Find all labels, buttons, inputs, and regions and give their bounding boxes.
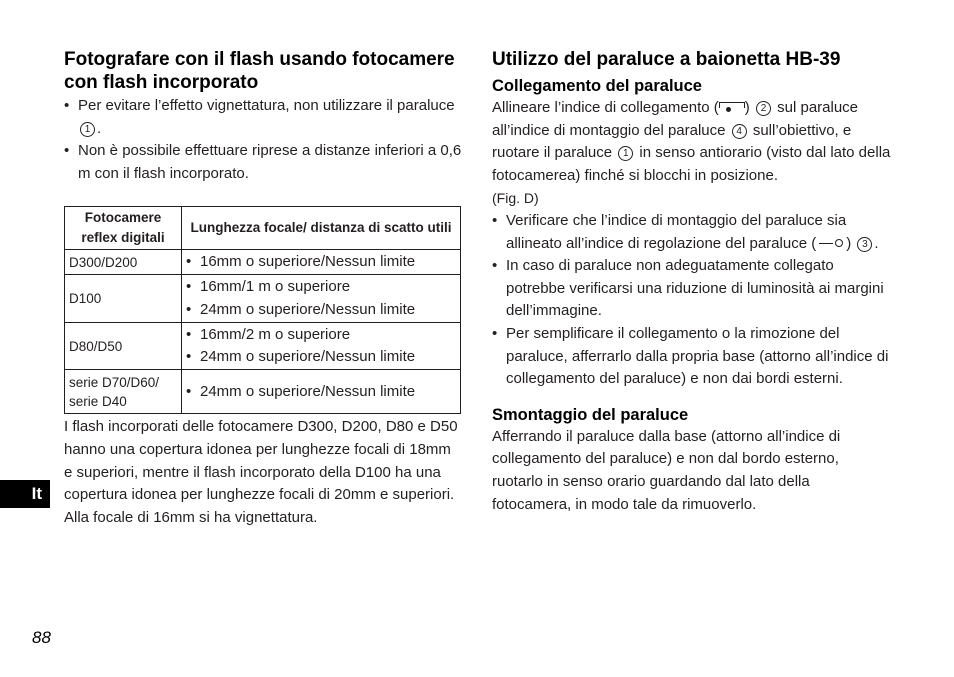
callout-number: 3 [857,237,872,252]
language-tab: It [0,480,50,508]
table-header-focal: Lunghezza focale/ distanza di scatto utili [182,207,461,250]
focal-length-table [64,206,461,414]
right-column [492,48,892,516]
table-row [65,275,461,323]
attach-bullet-list [492,210,892,391]
right-heading: Utilizzo del paraluce a baionetta HB-39 [492,49,841,70]
table-row [65,250,461,275]
left-bullet-list [64,95,462,185]
setting-index-icon [816,237,846,249]
page-number: 88 [32,628,51,647]
bullet-vignetting: • Per evitare l’effetto vignettatura, non utilizzare il paraluce 1 . [64,95,462,140]
left-heading: Fotografare con il flash usando fotocamere con flash incorporato [64,49,455,93]
callout-number: 4 [732,124,747,139]
table-cell-model: D80/D50 [65,323,182,370]
table-cell-value: • 16mm/1 m o superiore [186,276,456,299]
callout-number: 2 [756,101,771,116]
callout-number: 1 [80,122,95,137]
remove-paragraph: Afferrando il paraluce dalla base (attorno all’indice di collegamento del paraluce) e non dal bordo esterno, ruotarlo in senso orario guardando dal lato della fotocamera, in modo tale da rimuoverlo. [492,427,841,513]
bullet-grip-tip: • Per semplificare il collegamento o la rimozione del paraluce, afferrarlo dalla propria base (attorno all’indice di collegamento del paraluce) e non dai bordi esterni. [492,323,892,391]
attach-subheading: Collegamento del paraluce [492,77,702,95]
table-cell-value: • 16mm o superiore/Nessun limite [186,251,456,274]
table-cell-model: D300/D200 [65,250,182,275]
table-cell-value: • 16mm/2 m o superiore [186,324,456,347]
table-header-camera: Fotocamere reflex digitali [65,207,182,250]
table-row [65,370,461,414]
table-cell-model: D100 [65,275,182,323]
bullet-alignment: • Verificare che l’indice di montaggio del paraluce sia allineato all’indice di regolazione del paraluce ( ) 3 . [492,210,892,255]
mounting-index-icon [719,101,745,113]
left-paragraph: I flash incorporati delle fotocamere D300, D200, D80 e D50 hanno una copertura idonea per lunghezze focali di 18mm e superiori, mentre il flash incorporato della D100 ha una copertura idonea per lunghezze focali di 20mm e superiori. Alla focale di 16mm si ha vignettatura. [64,418,458,526]
table-cell-value: • 24mm o superiore/Nessun limite [186,381,456,404]
table-cell-model: serie D70/D60/ serie D40 [65,370,182,414]
figure-reference: (Fig. D) [492,190,539,207]
attach-paragraph: Allineare l’indice di collegamento ( ) 2 sul paraluce all’indice di montaggio del paraluce 4 sull’obiettivo, e ruotare il paraluce 1 in senso antiorario (visto dal lato della fotocamerea) finché si blocchi in posizione. [492,99,891,184]
bullet-improper-attach: • In caso di paraluce non adeguatamente collegato potrebbe verificarsi una riduzione di luminosità ai margini dell’immagine. [492,255,892,323]
remove-subheading: Smontaggio del paraluce [492,405,689,424]
bullet-min-distance: • Non è possibile effettuare riprese a distanze inferiori a 0,6 m con il flash incorporato. [64,140,462,185]
table-cell-value: • 24mm o superiore/Nessun limite [186,346,456,369]
callout-number: 1 [618,146,633,161]
left-column [64,48,462,529]
table-cell-value: • 24mm o superiore/Nessun limite [186,299,456,322]
table-row [65,323,461,370]
